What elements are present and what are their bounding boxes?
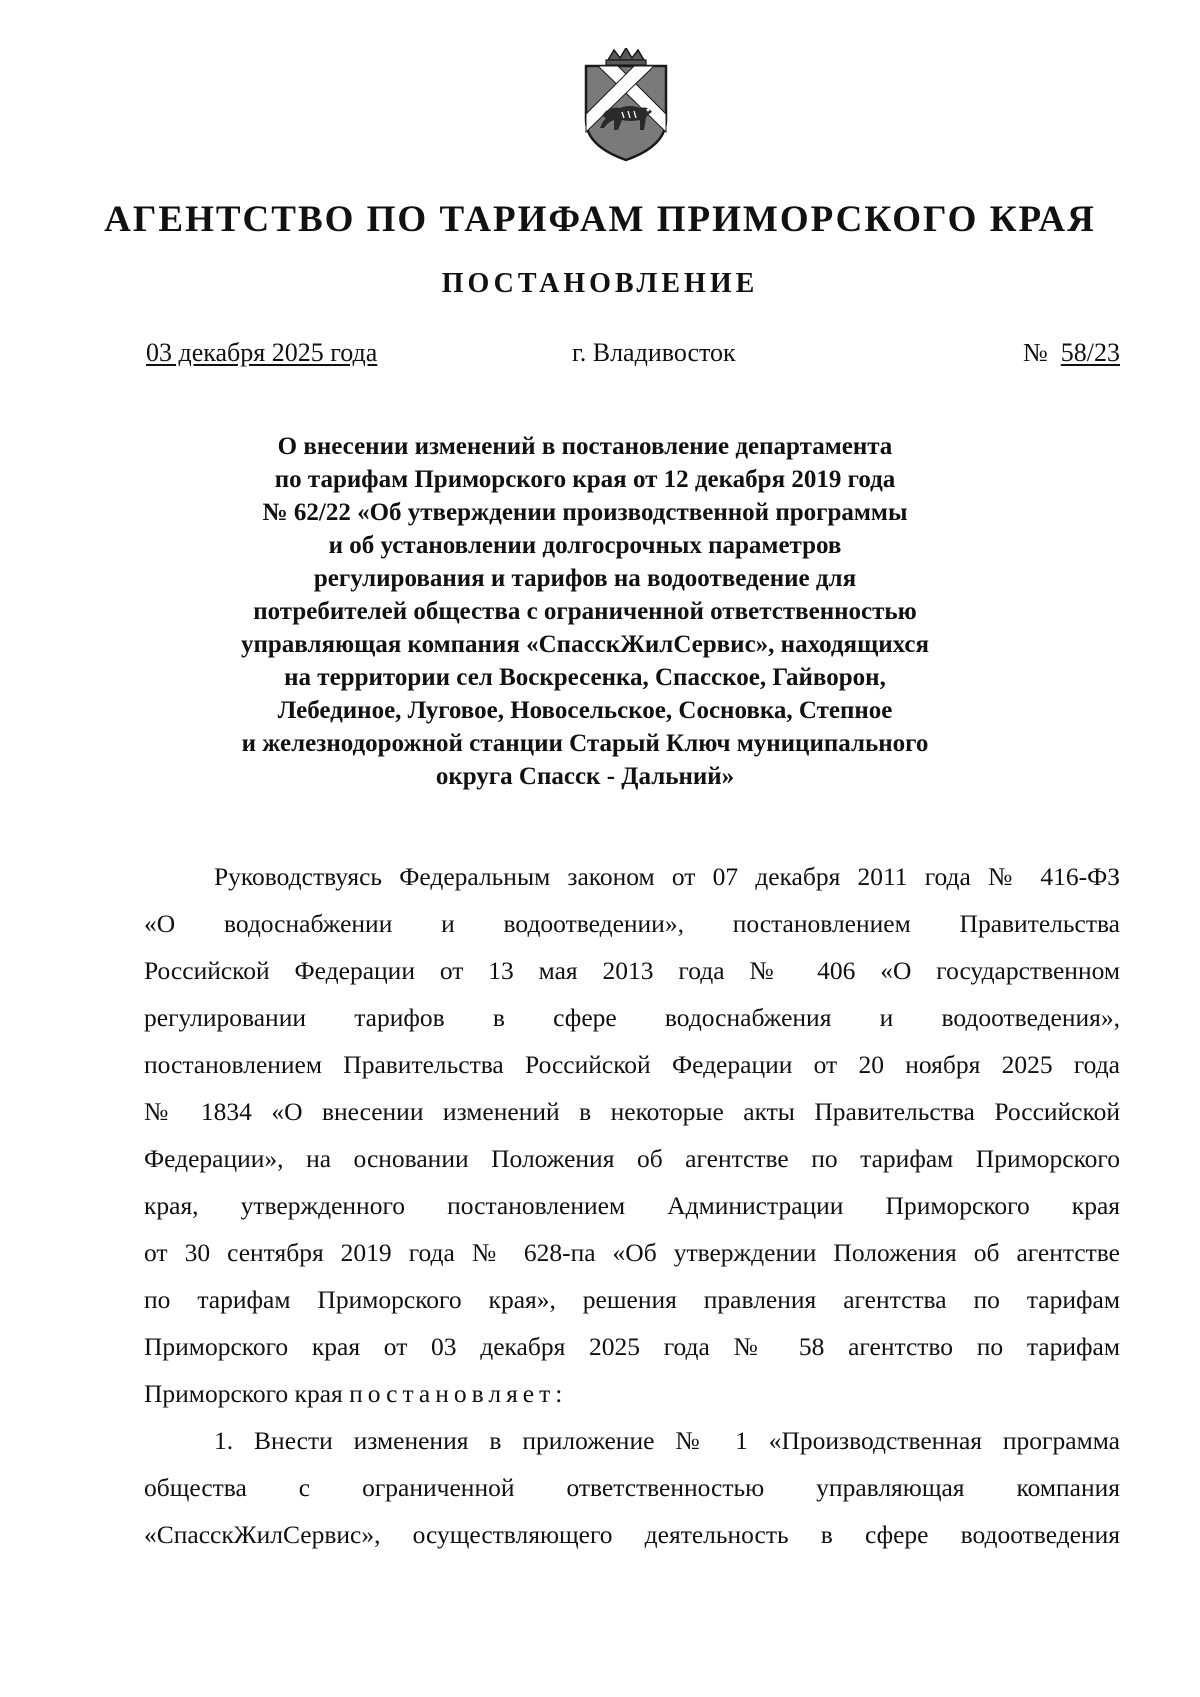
subject-line: регулирования и тарифов на водоотведение для [313,565,857,592]
body-line: от 30 сентября 2019 года № 628-па «Об утверждении Положения об агентстве [144,1238,1120,1267]
item-line: «СпасскЖилСервис», осуществляющего деятельность в сфере водоотведения [144,1520,1120,1549]
body-line: постановлением Правительства Российской Федерации от 20 ноября 2025 года [144,1050,1120,1079]
document-date: 03 декабря 2025 года [146,338,378,367]
body-line: Приморского края от 03 декабря 2025 года № 58 агентство по тарифам [144,1332,1120,1361]
document-city: г. Владивосток [572,338,736,367]
agency-title: АГЕНТСТВО ПО ТАРИФАМ ПРИМОРСКОГО КРАЯ [104,199,1096,240]
subject-line: на территории сел Воскресенка, Спасское, Гайворон, [284,664,886,691]
body-line: Руководствуясь Федеральным законом от 07 декабря 2011 года № 416-ФЗ [214,862,1120,891]
primorsky-krai-coat-of-arms-icon [578,48,674,163]
body-line: регулировании тарифов в сфере водоснабжения и водоотведения», [144,1003,1120,1032]
number-value: 58/23 [1060,338,1120,367]
item-line: 1. Внести изменения в приложение № 1 «Производственная программа [214,1426,1120,1455]
subject-line: и железнодорожной станции Старый Ключ муниципального [241,730,929,757]
document-subject [180,430,990,793]
subject-line: Лебединое, Луговое, Новосельское, Сосновка, Степное [277,697,893,724]
document-body [144,853,1120,1558]
subject-line: округа Спасск - Дальний» [435,763,735,790]
subject-line: и об установлении долгосрочных параметров [328,532,842,559]
body-line: № 1834 «О внесении изменений в некоторые акты Правительства Российской [144,1097,1120,1126]
number-prefix: № [1022,338,1048,367]
body-line: по тарифам Приморского края», решения правления агентства по тарифам [144,1285,1120,1314]
resolve-prefix: Приморского края [144,1379,350,1408]
subject-line: О внесении изменений в постановление департамента [277,433,893,460]
body-line: Федерации», на основании Положения об агентстве по тарифам Приморского [144,1144,1120,1173]
subject-line: управляющая компания «СпасскЖилСервис», находящихся [240,631,929,658]
document-meta [146,338,1120,378]
body-line: «О водоснабжении и водоотведении», постановлением Правительства [144,909,1120,938]
document-number [1023,338,1120,368]
subject-line: потребителей общества с ограниченной ответственностью [253,598,917,625]
document-type: ПОСТАНОВЛЕНИЕ [441,268,759,299]
resolve-verb: постановляет: [349,1379,568,1408]
item-line: общества с ограниченной ответственностью управляющая компания [144,1473,1120,1502]
resolve-line [144,1370,1120,1417]
subject-line: по тарифам Приморского края от 12 декабря 2019 года [274,466,896,493]
body-line: края, утвержденного постановлением Администрации Приморского края [144,1191,1120,1220]
subject-line: № 62/22 «Об утверждении производственной программы [262,499,908,526]
body-line: Российской Федерации от 13 мая 2013 года № 406 «О государственном [144,956,1120,985]
